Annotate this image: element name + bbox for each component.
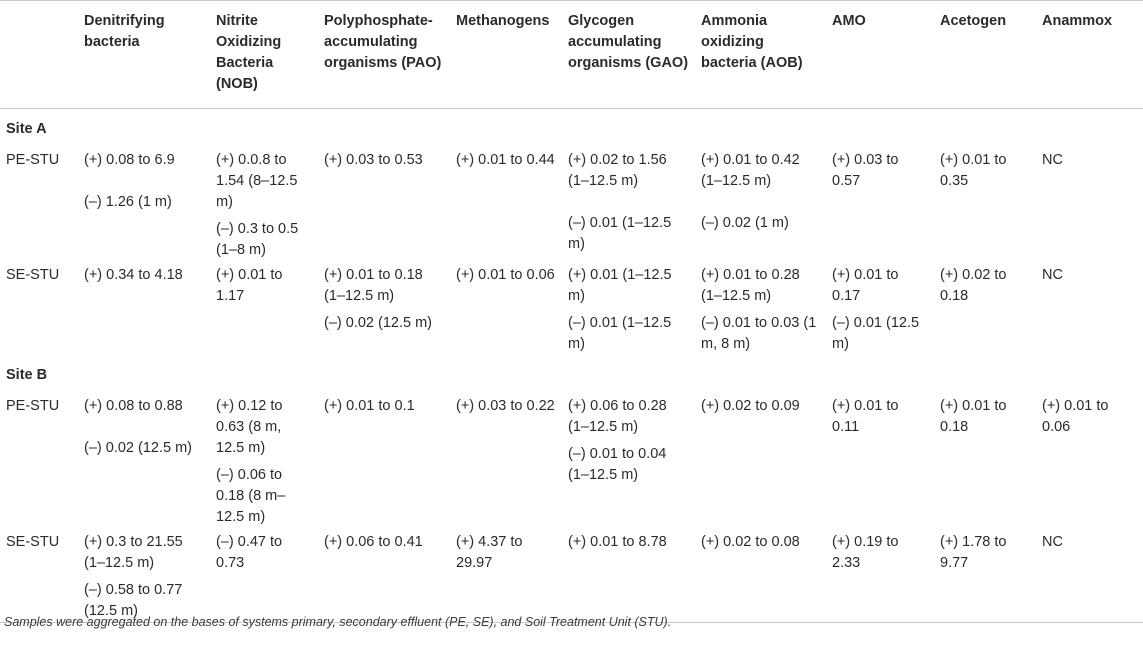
cell-value: (+) 0.01 (1–12.5 m): [568, 267, 672, 304]
table-row: [0, 392, 1143, 528]
section-row: [0, 109, 1143, 147]
table-cell: [695, 528, 826, 623]
row-label: PE-STU: [6, 398, 60, 414]
cell-value: (+) 0.03 to 0.57: [832, 152, 899, 189]
table-cell: [450, 392, 562, 528]
table-cell: [562, 146, 695, 261]
table-cell: [934, 392, 1036, 528]
table-row: [0, 146, 1143, 261]
table-cell: [78, 392, 210, 528]
cell-value: (–) 0.02 (12.5 m): [324, 315, 432, 331]
cell-value: (+) 0.0.8 to 1.54 (8–12.5 m): [216, 152, 298, 210]
cell-value: (+) 0.3 to 21.55 (1–12.5 m): [84, 534, 183, 571]
table-cell: [210, 261, 318, 355]
cell-value: (–) 0.47 to 0.73: [216, 534, 283, 571]
table-cell: [78, 146, 210, 261]
table-cell: [450, 528, 562, 623]
cell-value: (+) 0.03 to 0.22: [456, 398, 555, 414]
table-cell: [934, 528, 1036, 623]
cell-value: (–) 0.3 to 0.5 (1–8 m): [216, 221, 299, 258]
cell-value: (+) 0.01 to 0.28 (1–12.5 m): [701, 267, 800, 304]
cell-spacer: [84, 417, 204, 438]
column-header: Glycogen accumulating organisms (GAO): [568, 13, 689, 71]
cell-value: (+) 0.01 to 1.17: [216, 267, 283, 304]
table-cell: [562, 261, 695, 355]
table-cell: [318, 528, 450, 623]
cell-value: (+) 0.02 to 1.56 (1–12.5 m): [568, 152, 667, 189]
cell-value: (+) 0.01 to 0.11: [832, 398, 899, 435]
cell-value: (+) 0.08 to 0.88: [84, 398, 183, 414]
cell-value: (+) 0.02 to 0.18: [940, 267, 1007, 304]
table-cell: [826, 146, 934, 261]
table-cell: [1036, 528, 1143, 623]
table-cell: [210, 528, 318, 623]
cell-value: (+) 0.03 to 0.53: [324, 152, 423, 168]
cell-spacer: [568, 192, 689, 213]
cell-value: NC: [1042, 267, 1063, 283]
cell-value: (+) 0.01 to 0.18 (1–12.5 m): [324, 267, 423, 304]
table-cell: [826, 392, 934, 528]
cell-value: (+) 0.01 to 0.1: [324, 398, 415, 414]
cell-value: (–) 0.02 (1 m): [701, 215, 789, 231]
table-cell: [450, 146, 562, 261]
column-header: Anammox: [1042, 13, 1113, 29]
row-label: SE-STU: [6, 267, 60, 283]
cell-value: (+) 0.08 to 6.9: [84, 152, 175, 168]
table-row: [0, 261, 1143, 355]
cell-value: (–) 0.01 to 0.04 (1–12.5 m): [568, 446, 667, 483]
cell-spacer: [84, 171, 204, 192]
cell-value: (+) 0.01 to 0.06: [1042, 398, 1109, 435]
cell-value: (+) 0.06 to 0.41: [324, 534, 423, 550]
column-header: Polyphosphate-accumulating organisms (PAO): [324, 13, 442, 71]
cell-value: (–) 0.06 to 0.18 (8 m–12.5 m): [216, 467, 286, 525]
section-row: [0, 355, 1143, 392]
cell-value: (+) 0.06 to 0.28 (1–12.5 m): [568, 398, 667, 435]
cell-value: (–) 0.01 (1–12.5 m): [568, 215, 672, 252]
cell-value: (+) 0.01 to 0.17: [832, 267, 899, 304]
table-cell: [318, 261, 450, 355]
table-footnote: Samples were aggregated on the bases of systems primary, secondary effluent (PE, SE), and Soil Treatment Unit (STU).: [4, 615, 672, 629]
column-header: Denitrifying bacteria: [84, 13, 165, 50]
table-cell: [934, 261, 1036, 355]
table-cell: [1036, 392, 1143, 528]
table-header: [0, 1, 1143, 109]
row-label: PE-STU: [6, 152, 60, 168]
cell-value: (+) 0.01 to 0.42 (1–12.5 m): [701, 152, 800, 189]
table-cell: [695, 392, 826, 528]
table-cell: [562, 528, 695, 623]
cell-value: NC: [1042, 152, 1063, 168]
cell-spacer: [701, 192, 820, 213]
table-cell: [318, 392, 450, 528]
table-cell: [934, 146, 1036, 261]
column-header: Ammonia oxidizing bacteria (AOB): [701, 13, 803, 71]
table-cell: [78, 528, 210, 623]
table-cell: [450, 261, 562, 355]
table-row: [0, 528, 1143, 623]
table-cell: [826, 528, 934, 623]
column-header: Methanogens: [456, 13, 550, 29]
table-cell: [210, 146, 318, 261]
cell-value: NC: [1042, 534, 1063, 550]
cell-value: (–) 0.01 (12.5 m): [832, 315, 920, 352]
section-title: Site A: [6, 121, 47, 137]
cell-value: (+) 0.19 to 2.33: [832, 534, 899, 571]
table-cell: [695, 146, 826, 261]
cell-value: (+) 0.01 to 0.35: [940, 152, 1007, 189]
cell-value: (+) 1.78 to 9.77: [940, 534, 1007, 571]
cell-value: (+) 0.01 to 0.44: [456, 152, 555, 168]
cell-value: (+) 0.01 to 0.18: [940, 398, 1007, 435]
column-header: Nitrite Oxidizing Bacteria (NOB): [216, 13, 282, 92]
cell-value: (+) 0.01 to 8.78: [568, 534, 667, 550]
table-cell: [826, 261, 934, 355]
table-cell: [318, 146, 450, 261]
table-cell: [1036, 261, 1143, 355]
cell-value: (+) 0.34 to 4.18: [84, 267, 183, 283]
table-cell: [695, 261, 826, 355]
row-label: SE-STU: [6, 534, 60, 550]
table-cell: [562, 392, 695, 528]
cell-value: (+) 0.01 to 0.06: [456, 267, 555, 283]
section-title: Site B: [6, 367, 48, 383]
table-cell: [78, 261, 210, 355]
cell-value: (–) 0.58 to 0.77 (12.5 m): [84, 582, 183, 619]
cell-value: (–) 0.01 to 0.03 (1 m, 8 m): [701, 315, 817, 352]
table-cell: [210, 392, 318, 528]
cell-value: (+) 4.37 to 29.97: [456, 534, 523, 571]
cell-value: (–) 0.02 (12.5 m): [84, 440, 192, 456]
column-header: Acetogen: [940, 13, 1007, 29]
cell-value: (–) 1.26 (1 m): [84, 194, 172, 210]
header-cell-blank: [0, 1, 78, 109]
cell-value: (–) 0.01 (1–12.5 m): [568, 315, 672, 352]
table-body: [0, 109, 1143, 623]
header-row: [0, 1, 1143, 109]
column-header: AMO: [832, 13, 866, 29]
table-cell: [1036, 146, 1143, 261]
cell-value: (+) 0.02 to 0.08: [701, 534, 800, 550]
cell-value: (+) 0.12 to 0.63 (8 m, 12.5 m): [216, 398, 283, 456]
cell-value: (+) 0.02 to 0.09: [701, 398, 800, 414]
